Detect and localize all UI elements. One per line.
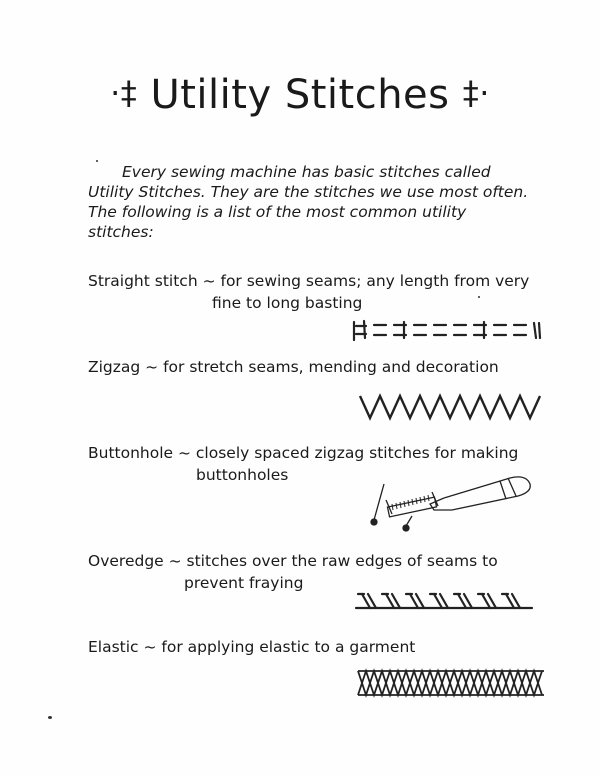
intro-line: stitches: [88,223,154,241]
intro-paragraph [88,162,538,242]
straight-stitch-illustration [352,318,542,342]
zigzag-stitch-illustration [358,392,544,422]
stitch-description-continued: fine to long basting [212,294,363,312]
stitch-description: Zigzag ~ for stretch seams, mending and decoration [88,358,499,376]
intro-line: Every sewing machine has basic stitches called [122,163,491,181]
stitch-entry-elastic [88,636,558,658]
stitch-description: Elastic ~ for applying elastic to a garment [88,638,416,656]
title-text: Utility Stitches [150,72,450,118]
intro-line: Utility Stitches. They are the stitches we use most often. [88,183,529,201]
right-ornament: ‡· [462,74,490,112]
stitch-description-continued: prevent fraying [184,574,304,592]
left-ornament: ·‡ [110,74,138,112]
stitch-description-continued: buttonholes [196,466,289,484]
page-title [0,72,600,118]
buttonhole-illustration [360,470,536,536]
stitch-entry-straight [88,270,558,314]
overedge-stitch-illustration [354,588,534,612]
scan-speck [96,160,98,162]
stitch-description: Straight stitch ~ for sewing seams; any length from very [88,272,530,290]
scan-speck [48,716,52,719]
stitch-description: Overedge ~ stitches over the raw edges of seams to [88,552,498,570]
intro-line: The following is a list of the most common utility [88,203,467,221]
stitch-description: Buttonhole ~ closely spaced zigzag stitches for making [88,444,519,462]
scan-speck [478,296,480,298]
stitch-entry-zigzag [88,356,558,378]
elastic-stitch-illustration [356,668,546,698]
